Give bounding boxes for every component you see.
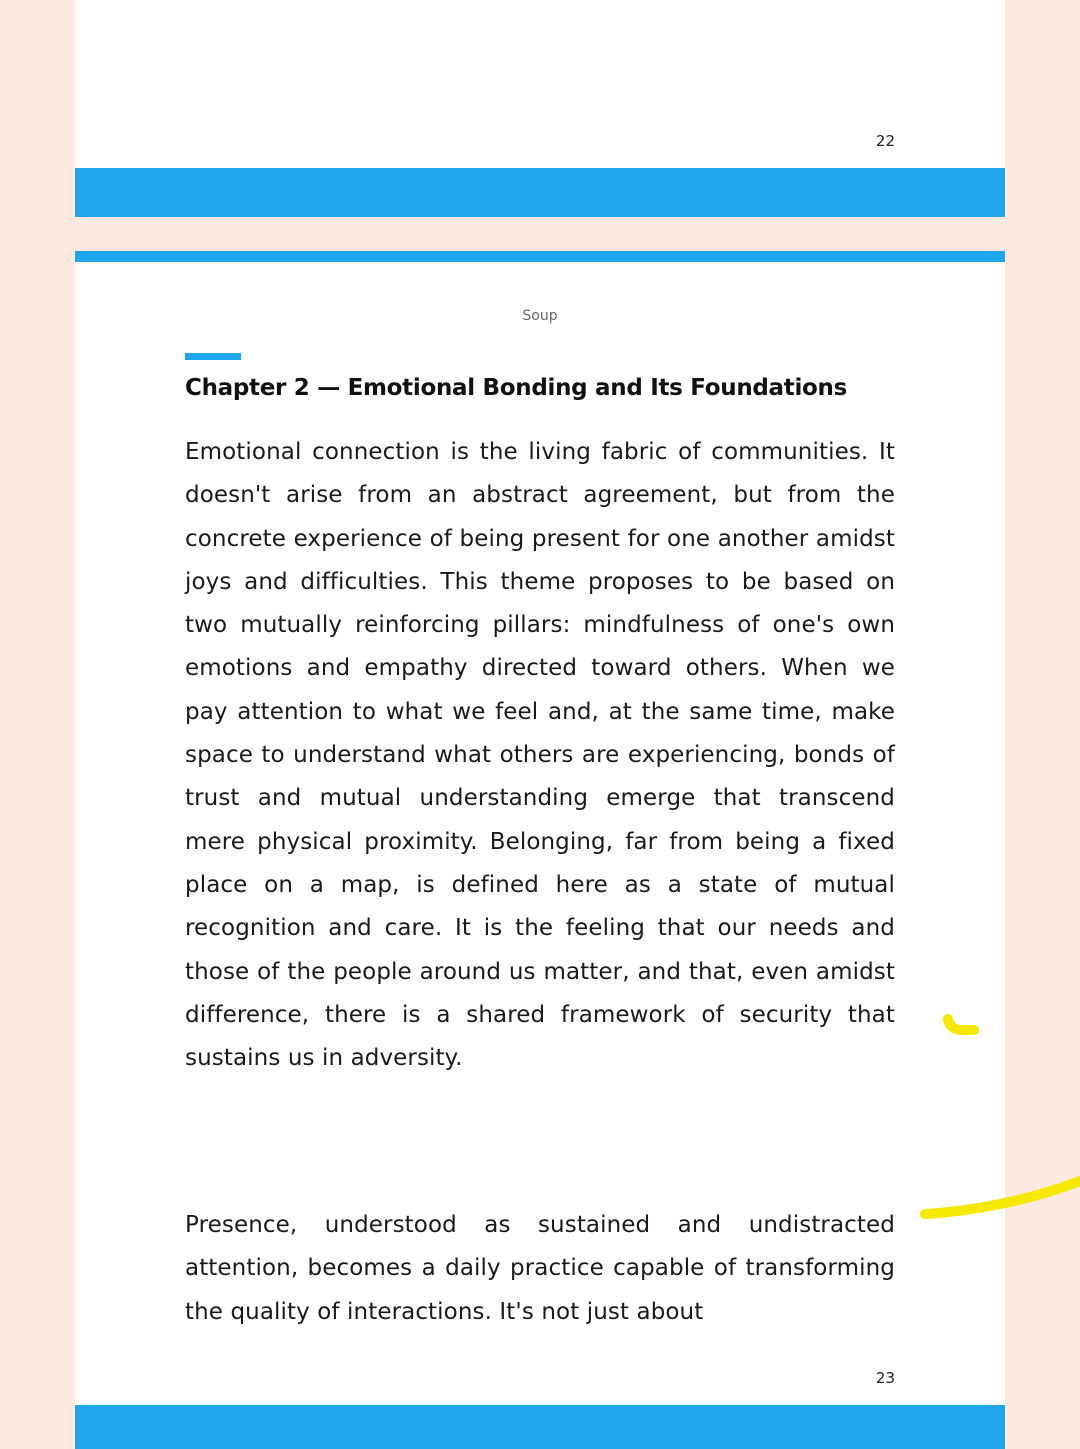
chapter-title: Chapter 2 — Emotional Bonding and Its Foundations — [185, 375, 848, 401]
page-header-bar — [75, 251, 1005, 262]
body-paragraph: Emotional connection is the living fabric of communities. It doesn't arise from an abstract agreement, but from the concrete experience of being present for one another amidst joys and difficulties. This theme proposes to be based on two mutually reinforcing pillars: mindfulness of one's own emotions and empathy directed toward others. When we pay attention to what we feel and, at the same time, make space to understand what others are experiencing, bonds of trust and mutual understanding emerge that transcend mere physical proximity. Belonging, far from being a fixed place on a map, is defined here as a state of mutual recognition and care. It is the feeling that our needs and those of the people around us matter, and that, even amidst difference, there is a shared framework of security that sustains us in adversity. — [185, 439, 895, 1072]
body-paragraph: Presence, understood as sustained and undistracted attention, becomes a daily practice capable of transforming the quality of interactions. It's not just about — [185, 1212, 895, 1325]
current-page — [75, 251, 1005, 1449]
previous-page — [75, 0, 1005, 217]
page-footer-bar — [75, 1405, 1005, 1449]
page-number: 22 — [875, 132, 895, 150]
page-number: 23 — [875, 1369, 895, 1387]
page-footer-bar — [75, 168, 1005, 217]
running-header: Soup — [522, 308, 558, 324]
chapter-accent-bar — [185, 353, 241, 360]
